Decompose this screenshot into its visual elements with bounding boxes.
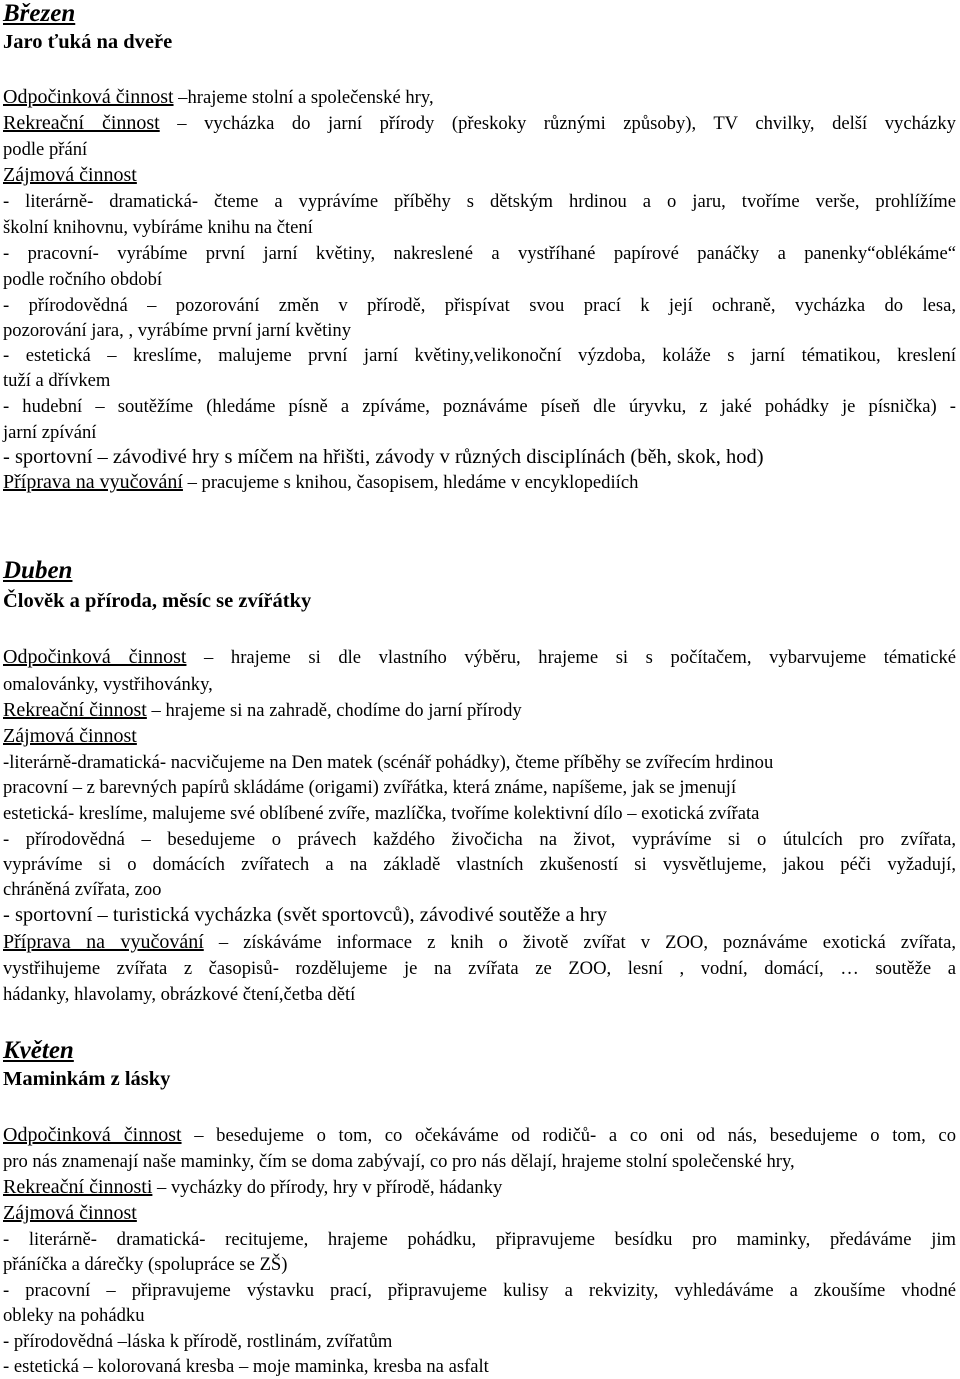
paragraph-line: podle přání [3,139,88,160]
month-heading-kveten: Květen [3,1037,74,1064]
paragraph-line: pro nás znamenají naše maminky, čím se doma zabývají, co pro nás dělají, hrajeme stolní společenské hry, [3,1151,795,1172]
paragraph-line: vyprávíme si o domácích zvířatech a na základě vlastních zkušeností si vysvětlujeme, jakou péči vyžadují, [3,854,956,875]
paragraph-line: - literárně- dramatická- čteme a vyprávíme příběhy s dětským hrdinou a o jaru, tvoříme verše, prohlížíme [3,191,956,212]
paragraph-line: Rekreační činnost – hrajeme si na zahradě, chodíme do jarní přírody [3,699,522,721]
paragraph-line: Odpočinková činnost –hrajeme stolní a společenské hry, [3,86,434,108]
paragraph-line: - estetická – kreslíme, malujeme první jarní květiny,velikonoční výzdoba, koláže s jarní tématikou, kreslení [3,345,956,366]
paragraph-line: podle ročního období [3,269,163,290]
paragraph-line: hádanky, hlavolamy, obrázkové čtení,četba dětí [3,984,356,1005]
paragraph-line [3,724,956,749]
activity-heading: Rekreační činnosti [3,1176,153,1198]
paragraph-line: pracovní – z barevných papírů skládáme (origami) zvířátka, která známe, napíšeme, jak se jmenují [3,777,737,798]
paragraph-line: Rekreační činnosti – vycházky do přírody, hry v přírodě, hádanky [3,1176,503,1198]
paragraph-line: - literárně- dramatická- recitujeme, hrajeme pohádku, připravujeme besídku pro maminky, předáváme jim [3,1229,956,1250]
paragraph-line: - přírodovědná – besedujeme o právech každého živočicha na život, vyprávíme si o útulcích pro zvířata, [3,829,956,850]
section-subtitle-duben: Člověk a příroda, měsíc se zvířátky [3,590,312,612]
paragraph-line [3,163,956,188]
activity-heading: Odpočinková činnost [3,86,174,108]
activity-heading: Odpočinková činnost [3,646,187,668]
activity-heading: Příprava na vyučování [3,471,183,493]
paragraph-line: - sportovní – závodivé hry s míčem na hřišti, závody v různých disciplínách (běh, skok, hod) [3,446,764,468]
paragraph-line: - pracovní – připravujeme výstavku prací, připravujeme kulisy a rekvizity, vyhledáváme a zkoušíme vhodné [3,1280,956,1301]
paragraph-line: Odpočinková činnost – hrajeme si dle vlastního výběru, hrajeme si s počítačem, vybarvujeme tématické [3,646,957,668]
activity-heading: Rekreační činnost [3,112,160,134]
paragraph-line: Odpočinková činnost – besedujeme o tom, co očekáváme od rodičů- a co oni od nás, besedujeme o tom, co [3,1124,956,1146]
activity-heading: Zájmová činnost [3,1202,137,1224]
activity-heading: Zájmová činnost [3,725,137,747]
paragraph-line: Příprava na vyučování – pracujeme s knihou, časopisem, hledáme v encyklopediích [3,471,639,493]
month-heading-brezen: Březen [3,0,76,27]
paragraph-line: školní knihovnu, vybíráme knihu na čtení [3,217,313,238]
paragraph-line: - přírodovědná – pozorování změn v přírodě, přispívat svou prací k její ochraně, vycházka do lesa, [3,295,956,316]
paragraph-line: omalovánky, vystřihovánky, [3,674,213,695]
paragraph-line: - přírodovědná –láska k přírodě, rostlinám, zvířatům [3,1331,393,1352]
section-subtitle-brezen: Jaro ťuká na dveře [3,31,173,53]
activity-heading: Zájmová činnost [3,164,137,186]
paragraph-line: estetická- kreslíme, malujeme své oblíbené zvíře, mazlíčka, tvoříme kolektivní dílo – exotická zvířata [3,803,760,824]
paragraph-line: - sportovní – turistická vycházka (svět sportovců), závodivé soutěže a hry [3,904,607,926]
paragraph-line: -literárně-dramatická- nacvičujeme na Den matek (scénář pohádky), čteme příběhy se zvířecím hrdinou [3,752,774,773]
paragraph-line [3,1201,956,1226]
paragraph-line: Příprava na vyučování – získáváme informace z knih o životě zvířat v ZOO, poznáváme exotická zvířata, [3,931,956,953]
activity-heading: Rekreační činnost [3,699,147,721]
paragraph-line: vystřihujeme zvířata z časopisů- rozdělujeme je na zvířata ze ZOO, lesní , vodní, domácí, … soutěže a [3,958,956,979]
activity-heading: Odpočinková činnost [3,1124,182,1146]
paragraph-line: pozorování jara, , vyrábíme první jarní květiny [3,320,352,341]
paragraph-line: přáníčka a dárečky (spolupráce se ZŠ) [3,1254,288,1275]
paragraph-line: Rekreační činnost – vycházka do jarní přírody (přeskoky různými způsoby), TV chvilky, delší vycházky [3,112,956,134]
paragraph-line: chráněná zvířata, zoo [3,879,162,900]
section-subtitle-kveten: Maminkám z lásky [3,1068,171,1090]
month-heading-duben: Duben [3,557,73,584]
paragraph-line: - estetická – kolorovaná kresba – moje maminka, kresba na asfalt [3,1356,489,1377]
paragraph-line: tuží a dřívkem [3,370,111,391]
paragraph-line: obleky na pohádku [3,1305,145,1326]
paragraph-line: jarní zpívání [3,422,97,443]
activity-heading: Příprava na vyučování [3,931,204,953]
paragraph-line: - pracovní- vyrábíme první jarní květiny, nakreslené a vystříhané papírové panáčky a panenky“oblékáme“ [3,243,956,264]
paragraph-line: - hudební – soutěžíme (hledáme písně a zpíváme, poznáváme píseň dle úryvku, z jaké pohádky je písnička) - [3,396,956,417]
